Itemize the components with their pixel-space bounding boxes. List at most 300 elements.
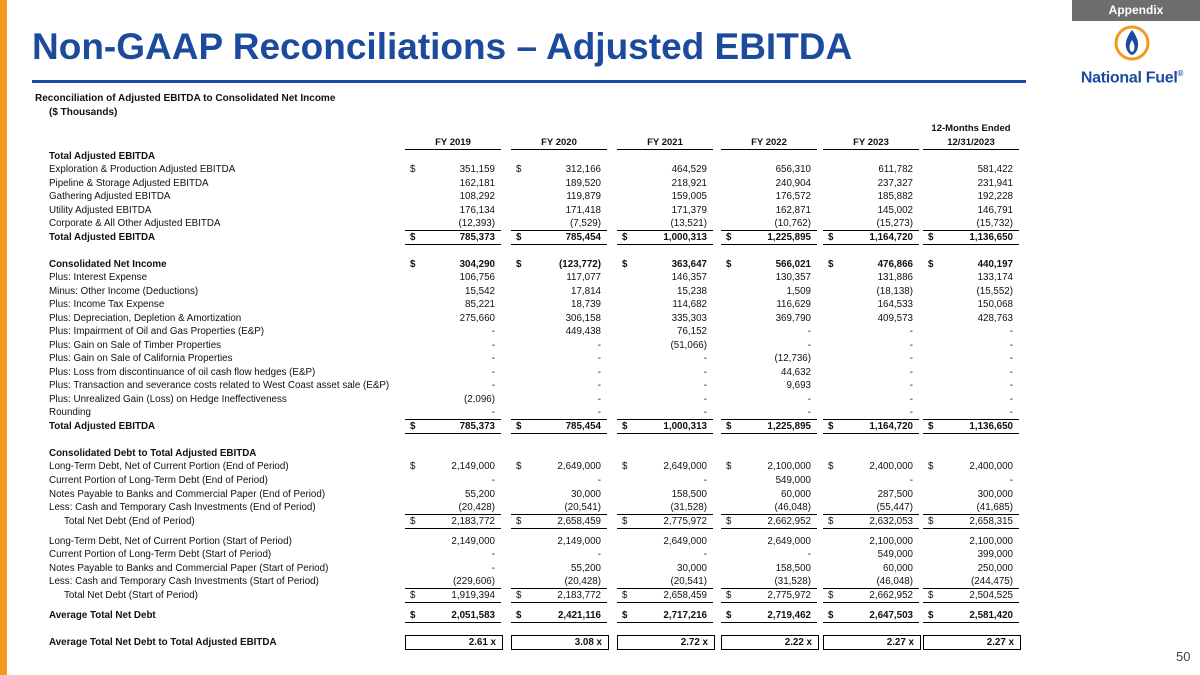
title-underline: [32, 80, 1026, 83]
table-row: [0, 474, 1200, 487]
table-cell: [617, 447, 713, 460]
cell-value: 44,632: [781, 367, 811, 378]
cell-value: (20,541): [564, 502, 601, 513]
table-row: [0, 190, 1200, 203]
table-cell: [721, 271, 817, 284]
cell-value: 164,533: [877, 299, 913, 310]
cell-value: -: [703, 475, 707, 486]
table-cell: [721, 150, 817, 163]
table-cell: [923, 609, 1019, 623]
column-header: [923, 137, 1019, 148]
cell-value: 171,418: [565, 205, 601, 216]
table-cell: [511, 447, 607, 460]
table-cell: [823, 217, 919, 231]
currency-symbol: $: [622, 516, 628, 527]
table-row: [0, 285, 1200, 298]
table-cell: [923, 325, 1019, 338]
row-label: Gathering Adjusted EBITDA: [49, 191, 171, 202]
table-row: [0, 488, 1200, 501]
table-cell: [617, 177, 713, 190]
currency-symbol: $: [828, 516, 834, 527]
currency-symbol: $: [622, 590, 628, 601]
row-label: Minus: Other Income (Deductions): [49, 286, 199, 297]
currency-symbol: $: [622, 421, 628, 432]
cell-value: 1,136,650: [969, 232, 1013, 243]
table-cell: [405, 393, 501, 406]
table-cell: [721, 589, 817, 603]
table-cell: [823, 406, 919, 420]
table-cell: [721, 609, 817, 623]
row-label: Plus: Depreciation, Depletion & Amortization: [49, 313, 242, 324]
cell-value: 2,100,000: [869, 536, 913, 547]
table-cell: [823, 589, 919, 603]
cell-value: 785,454: [565, 421, 601, 432]
table-cell: [923, 177, 1019, 190]
cell-value: 158,500: [671, 489, 707, 500]
table-cell: [617, 406, 713, 420]
table-cell: [721, 231, 817, 245]
row-label: Plus: Gain on Sale of Timber Properties: [49, 340, 222, 351]
column-header-label: FY 2022: [751, 137, 787, 148]
table-cell: [405, 271, 501, 284]
cell-value: 2,775,972: [767, 590, 811, 601]
table-cell: [405, 635, 503, 650]
cell-value: -: [1009, 380, 1013, 391]
table-cell: [823, 339, 919, 352]
table-cell: [617, 420, 713, 434]
cell-value: (20,428): [564, 576, 601, 587]
cell-value: -: [491, 475, 495, 486]
table-cell: [823, 460, 919, 473]
cell-value: 119,879: [566, 191, 601, 202]
table-cell: [511, 548, 607, 561]
currency-symbol: $: [410, 516, 416, 527]
table-cell: [923, 635, 1021, 650]
currency-symbol: $: [828, 461, 834, 472]
cell-value: -: [703, 380, 707, 391]
table-cell: [823, 635, 921, 650]
cell-value: 2,647,503: [869, 610, 913, 621]
table-cell: [721, 406, 817, 420]
cell-value: 162,871: [775, 205, 811, 216]
table-cell: [617, 393, 713, 406]
table-cell: [511, 312, 607, 325]
cell-value: -: [491, 340, 495, 351]
cell-value: 1,164,720: [869, 232, 913, 243]
table-cell: [405, 515, 501, 529]
cell-value: 2,719,462: [767, 610, 811, 621]
currency-symbol: $: [516, 164, 522, 175]
cell-value: 162,181: [459, 178, 495, 189]
table-cell: [721, 190, 817, 203]
table-cell: [405, 312, 501, 325]
cell-value: 189,520: [565, 178, 601, 189]
row-label: Total Adjusted EBITDA: [49, 421, 156, 432]
cell-value: -: [1009, 353, 1013, 364]
cell-value: (244,475): [971, 576, 1013, 587]
table-cell: [405, 190, 501, 203]
row-label: Plus: Gain on Sale of California Properties: [49, 353, 233, 364]
row-label: Consolidated Debt to Total Adjusted EBITDA: [49, 448, 257, 459]
cell-value: -: [909, 407, 913, 418]
table-cell: [617, 298, 713, 311]
cell-value: 1,164,720: [869, 421, 913, 432]
cell-value: (15,552): [976, 286, 1013, 297]
table-cell: [721, 515, 817, 529]
currency-symbol: $: [410, 590, 416, 601]
table-cell: [405, 366, 501, 379]
currency-symbol: $: [828, 590, 834, 601]
cell-value: 171,379: [671, 205, 707, 216]
currency-symbol: $: [410, 461, 416, 472]
currency-symbol: $: [726, 516, 732, 527]
cell-value: -: [491, 326, 495, 337]
cell-value: 785,373: [459, 421, 495, 432]
table-cell: [823, 515, 919, 529]
currency-symbol: $: [410, 259, 416, 270]
currency-symbol: $: [516, 421, 522, 432]
row-label: Notes Payable to Banks and Commercial Paper (Start of Period): [49, 563, 329, 574]
table-cell: [405, 460, 501, 473]
table-cell: [511, 501, 607, 515]
table-cell: [405, 501, 501, 515]
table-row: [0, 420, 1200, 433]
table-cell: [923, 393, 1019, 406]
cell-value: 2,100,000: [969, 536, 1013, 547]
table-cell: [923, 474, 1019, 487]
table-cell: [923, 460, 1019, 473]
row-label: Plus: Impairment of Oil and Gas Properties (E&P): [49, 326, 265, 337]
cell-value: 133,174: [977, 272, 1013, 283]
cell-value: (123,772): [559, 259, 601, 270]
registered-mark: ®: [1177, 69, 1184, 78]
cell-value: -: [491, 563, 495, 574]
currency-symbol: $: [828, 421, 834, 432]
cell-value: 76,152: [677, 326, 707, 337]
table-row: [0, 325, 1200, 338]
table-cell: [721, 488, 817, 501]
cell-value: 312,166: [565, 164, 601, 175]
currency-symbol: $: [726, 232, 732, 243]
cell-value: -: [491, 367, 495, 378]
cell-value: -: [909, 353, 913, 364]
cell-value: 351,159: [459, 164, 495, 175]
cell-value: 369,790: [775, 313, 811, 324]
cell-value: -: [597, 549, 601, 560]
cell-value: (15,732): [976, 218, 1013, 229]
table-cell: [405, 548, 501, 561]
flame-logo-icon: [1114, 24, 1150, 62]
cell-value: 17,814: [571, 286, 601, 297]
table-cell: [617, 548, 713, 561]
cell-value: -: [807, 326, 811, 337]
table-row: [0, 312, 1200, 325]
table-cell: [823, 501, 919, 515]
table-cell: [721, 535, 817, 548]
table-cell: [617, 352, 713, 365]
table-cell: [511, 298, 607, 311]
currency-symbol: $: [622, 610, 628, 621]
cell-value: 2.72 x: [680, 637, 708, 648]
table-cell: [511, 635, 609, 650]
table-cell: [511, 325, 607, 338]
cell-value: 399,000: [977, 549, 1013, 560]
table-cell: [617, 231, 713, 245]
table-cell: [721, 177, 817, 190]
cell-value: 2,100,000: [767, 461, 811, 472]
cell-value: -: [597, 394, 601, 405]
table-cell: [617, 163, 713, 176]
row-label: Utility Adjusted EBITDA: [49, 205, 152, 216]
cell-value: (41,685): [976, 502, 1013, 513]
currency-symbol: $: [516, 461, 522, 472]
table-cell: [511, 515, 607, 529]
currency-symbol: $: [516, 590, 522, 601]
table-cell: [617, 271, 713, 284]
row-label: Plus: Loss from discontinuance of oil cash flow hedges (E&P): [49, 367, 316, 378]
table-row: [0, 501, 1200, 514]
table-cell: [923, 420, 1019, 434]
table-cell: [617, 312, 713, 325]
cell-value: 1,136,650: [969, 421, 1013, 432]
table-cell: [511, 217, 607, 231]
cell-value: 3.08 x: [574, 637, 602, 648]
row-label: Total Adjusted EBITDA: [49, 151, 156, 162]
table-cell: [923, 366, 1019, 379]
table-cell: [511, 393, 607, 406]
cell-value: 2.27 x: [886, 637, 914, 648]
table-cell: [511, 271, 607, 284]
table-cell: [721, 312, 817, 325]
cell-value: (55,447): [876, 502, 913, 513]
table-cell: [405, 406, 501, 420]
cell-value: -: [807, 407, 811, 418]
table-cell: [823, 535, 919, 548]
cell-value: 2,775,972: [663, 516, 707, 527]
currency-symbol: $: [622, 259, 628, 270]
company-logo: [1070, 24, 1194, 94]
cell-value: 2,717,216: [663, 610, 707, 621]
table-row: [0, 575, 1200, 588]
cell-value: 464,529: [671, 164, 707, 175]
table-cell: [823, 393, 919, 406]
cell-value: 9,693: [786, 380, 811, 391]
cell-value: -: [1009, 407, 1013, 418]
table-cell: [511, 366, 607, 379]
table-cell: [405, 325, 501, 338]
cell-value: 428,763: [977, 313, 1013, 324]
currency-symbol: $: [726, 421, 732, 432]
cell-value: 1,919,394: [451, 590, 495, 601]
table-cell: [617, 460, 713, 473]
table-cell: [721, 379, 817, 392]
cell-value: -: [491, 353, 495, 364]
row-label: Plus: Unrealized Gain (Loss) on Hedge Ineffectiveness: [49, 394, 287, 405]
table-row: [0, 163, 1200, 176]
cell-value: -: [909, 367, 913, 378]
table-row: [0, 562, 1200, 575]
cell-value: -: [597, 475, 601, 486]
cell-value: (229,606): [453, 576, 495, 587]
table-cell: [617, 190, 713, 203]
cell-value: -: [491, 549, 495, 560]
cell-value: (18,138): [876, 286, 913, 297]
cell-value: (12,736): [774, 353, 811, 364]
table-cell: [617, 204, 713, 217]
table-cell: [923, 217, 1019, 231]
table-cell: [617, 325, 713, 338]
row-label: Rounding: [49, 407, 91, 418]
cell-value: 2,658,459: [557, 516, 601, 527]
cell-value: 176,572: [775, 191, 811, 202]
cell-value: 30,000: [677, 563, 707, 574]
table-cell: [923, 535, 1019, 548]
table-cell: [721, 258, 817, 271]
row-label: Pipeline & Storage Adjusted EBITDA: [49, 178, 209, 189]
table-row: [0, 460, 1200, 473]
cell-value: 2,662,952: [869, 590, 913, 601]
table-cell: [511, 163, 607, 176]
table-cell: [823, 163, 919, 176]
table-cell: [405, 204, 501, 217]
table-cell: [405, 575, 501, 589]
cell-value: -: [807, 394, 811, 405]
table-cell: [511, 285, 607, 298]
table-cell: [511, 420, 607, 434]
table-cell: [511, 406, 607, 420]
table-cell: [923, 515, 1019, 529]
table-row: [0, 636, 1200, 649]
table-cell: [617, 379, 713, 392]
table-cell: [721, 635, 819, 650]
cell-value: -: [703, 394, 707, 405]
table-title: Reconciliation of Adjusted EBITDA to Consolidated Net Income: [35, 93, 336, 104]
table-cell: [405, 258, 501, 271]
table-cell: [721, 163, 817, 176]
currency-symbol: $: [516, 516, 522, 527]
cell-value: 218,921: [671, 178, 707, 189]
cell-value: (51,066): [670, 340, 707, 351]
currency-symbol: $: [622, 461, 628, 472]
currency-symbol: $: [928, 461, 934, 472]
table-cell: [923, 501, 1019, 515]
cell-value: 250,000: [977, 563, 1013, 574]
cell-value: 476,866: [877, 259, 913, 270]
cell-value: -: [909, 380, 913, 391]
cell-value: 549,000: [877, 549, 913, 560]
row-label: Less: Cash and Temporary Cash Investments (Start of Period): [49, 576, 319, 587]
cell-value: (15,273): [876, 218, 913, 229]
table-cell: [617, 217, 713, 231]
table-cell: [511, 190, 607, 203]
currency-symbol: $: [516, 610, 522, 621]
row-label: Total Net Debt (Start of Period): [64, 590, 198, 601]
table-cell: [923, 285, 1019, 298]
cell-value: -: [1009, 475, 1013, 486]
column-header-line1: 12-Months Ended: [931, 123, 1011, 134]
table-cell: [511, 204, 607, 217]
table-cell: [823, 488, 919, 501]
table-cell: [617, 575, 713, 589]
table-cell: [511, 488, 607, 501]
cell-value: 785,373: [459, 232, 495, 243]
table-cell: [405, 488, 501, 501]
table-row: [0, 352, 1200, 365]
cell-value: 131,886: [877, 272, 913, 283]
table-cell: [721, 366, 817, 379]
table-cell: [923, 575, 1019, 589]
cell-value: 2,649,000: [663, 461, 707, 472]
currency-symbol: $: [410, 164, 416, 175]
table-row: [0, 535, 1200, 548]
table-row: [0, 231, 1200, 244]
table-cell: [923, 204, 1019, 217]
table-cell: [405, 589, 501, 603]
column-header-label: FY 2020: [541, 137, 577, 148]
table-cell: [823, 352, 919, 365]
table-cell: [511, 231, 607, 245]
cell-value: 449,438: [565, 326, 601, 337]
table-cell: [721, 420, 817, 434]
cell-value: (2,096): [463, 394, 495, 405]
cell-value: -: [1009, 367, 1013, 378]
cell-value: -: [807, 340, 811, 351]
table-cell: [721, 575, 817, 589]
table-cell: [823, 366, 919, 379]
table-row: [0, 379, 1200, 392]
row-label: Current Portion of Long-Term Debt (Start of Period): [49, 549, 272, 560]
table-row: [0, 217, 1200, 230]
cell-value: 2,183,772: [451, 516, 495, 527]
table-cell: [923, 258, 1019, 271]
table-cell: [405, 339, 501, 352]
cell-value: 2,632,053: [869, 516, 913, 527]
currency-symbol: $: [410, 610, 416, 621]
table-cell: [511, 177, 607, 190]
currency-symbol: $: [828, 610, 834, 621]
table-row: [0, 204, 1200, 217]
cell-value: -: [597, 367, 601, 378]
table-cell: [511, 258, 607, 271]
currency-symbol: $: [726, 590, 732, 601]
table-cell: [823, 609, 919, 623]
column-header: [405, 137, 501, 148]
currency-symbol: $: [516, 259, 522, 270]
table-cell: [405, 177, 501, 190]
column-header-label: 12/31/2023: [947, 137, 995, 148]
column-header: [823, 137, 919, 148]
cell-value: 275,660: [459, 313, 495, 324]
cell-value: -: [491, 407, 495, 418]
table-cell: [721, 562, 817, 575]
table-row: [0, 298, 1200, 311]
table-cell: [823, 474, 919, 487]
table-cell: [823, 379, 919, 392]
column-header-label: FY 2021: [647, 137, 683, 148]
table-cell: [721, 204, 817, 217]
table-cell: [923, 379, 1019, 392]
cell-value: 440,197: [977, 259, 1013, 270]
cell-value: 611,782: [878, 164, 913, 175]
cell-value: 158,500: [775, 563, 811, 574]
currency-symbol: $: [928, 590, 934, 601]
table-cell: [823, 548, 919, 561]
table-cell: [721, 285, 817, 298]
table-cell: [617, 150, 713, 163]
table-cell: [405, 352, 501, 365]
page-number: 50: [1176, 649, 1191, 664]
table-cell: [511, 474, 607, 487]
